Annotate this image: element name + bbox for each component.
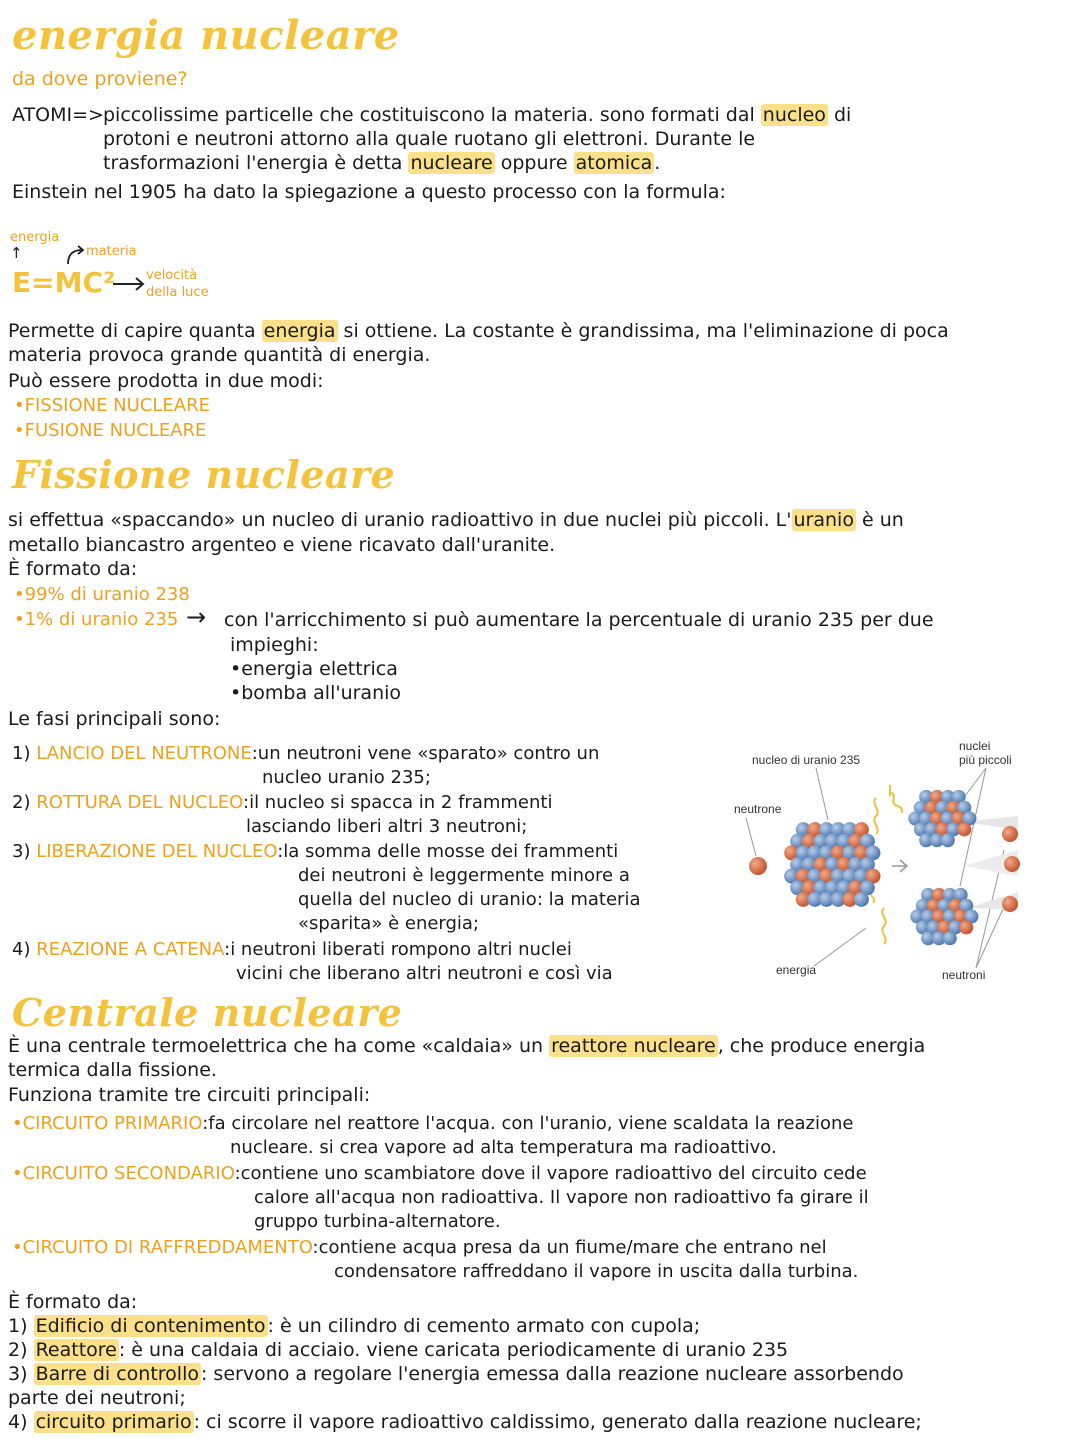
circuito-primario-cont: nucleare. si crea vapore ad alta temperatura ma radioattivo. [230,1137,777,1158]
bullet-238: •99% di uranio 238 [14,584,190,605]
formula-energia-label: energia [10,230,60,245]
permette-line-1: Permette di capire quanta energia si ottiene. La costante è grandissima, ma l'eliminazione di poca [8,320,949,342]
fasi-heading: Le fasi principali sono: [8,708,221,730]
component-4: 4) circuito primario : ci scorre il vapore radioattivo caldissimo, generato dalla reazione nucleare; [8,1411,922,1433]
step-1-cont: nucleo uranio 235; [262,767,431,788]
circuito-secondario-cont-2: gruppo turbina-alternatore. [254,1211,501,1232]
pointer-line [816,768,828,820]
circuito-secondario-cont-1: calore all'acqua non radioattiva. Il vapore non radioattivo fa girare il [254,1187,869,1208]
component-3: 3) Barre di controllo : servono a regolare l'energia emessa dalla reazione nucleare assorbendo [8,1363,904,1385]
energy-wave [874,798,877,834]
permette-line-3: Può essere prodotta in due modi: [8,370,324,392]
incoming-neutron [749,857,767,875]
impiego-bomba: •bomba all'uranio [230,682,402,704]
fig-label-neutroni: neutroni [942,968,986,982]
nucleus-fragment-top [908,790,976,847]
bullet-235-arrow-icon: → [186,603,207,631]
formato-heading: È formato da: [8,1291,138,1313]
centrale-line-2: termica dalla fissione. [8,1059,217,1081]
formula-velocita-label: velocità [146,268,198,283]
fig-label-piu-piccoli: più piccoli [959,753,1012,767]
nucleus-fragment-bottom [910,888,978,945]
circuito-secondario: •CIRCUITO SECONDARIO:contiene uno scambiatore dove il vapore radioattivo del circuito cede [12,1163,867,1184]
step-2: 2) ROTTURA DEL NUCLEO:il nucleo si spacca in 2 frammenti [12,792,553,813]
energy-wave [882,908,885,944]
page-title: energia nucleare [12,12,400,59]
circuito-raffreddamento: •CIRCUITO DI RAFFREDDAMENTO:contiene acqua presa da un fiume/mare che entrano nel [12,1237,827,1258]
pointer-line [746,818,756,856]
atomi-line-2: protoni e neutroni attorno alla quale ruotano gli elettroni. Durante le [103,128,756,150]
highlight-nucleare: nucleare [410,152,493,174]
highlight-energia: energia [263,320,336,342]
subtitle: da dove proviene? [12,68,188,90]
permette-line-2: materia provoca grande quantità di energia. [8,344,431,366]
fig-label-nucleo: nucleo di uranio 235 [752,753,861,767]
formula-luce-label: della luce [146,285,209,300]
centrale-title: Centrale nucleare [12,990,403,1035]
formula-materia-label: materia [86,244,137,259]
fissione-line-2: metallo biancastro argenteo e viene ricavato dall'uranite. [8,534,556,556]
step-4-cont: vicini che liberano altri neutroni e così via [236,963,613,984]
arrow-up-icon: ↑ [10,244,23,262]
component-2: 2) Reattore : è una caldaia di acciaio. viene caricata periodicamente di uranio 235 [8,1339,789,1361]
circuito-raffreddamento-cont: condensatore raffreddano il vapore in uscita dalla turbina. [334,1261,859,1282]
step-3-cont-2: quella del nucleo di uranio: la materia [298,889,641,910]
atomi-label: ATOMI=> [12,104,104,126]
nucleon [943,931,957,945]
step-4: 4) REAZIONE A CATENA:i neutroni liberati rompono altri nuclei [12,939,572,960]
highlight-uranio: uranio [793,509,854,531]
component-3-cont: parte dei neutroni; [8,1387,186,1409]
fig-label-neutrone: neutrone [734,802,782,816]
centrale-line-3: Funziona tramite tre circuiti principali: [8,1084,371,1106]
modo-fusione: •FUSIONE NUCLEARE [14,420,207,441]
nucleon [941,833,955,847]
einstein-line: Einstein nel 1905 ha dato la spiegazione a questo processo con la formula: [12,181,726,203]
process-arrow-icon [892,860,907,872]
outgoing-neutron [1002,896,1018,912]
highlight-atomica: atomica [575,152,653,174]
fissione-line-1: si effettua «spaccando» un nucleo di uranio radioattivo in due nuclei più piccoli. L' uranio è un [8,509,904,531]
energy-wave [885,785,905,814]
arricchimento-line-1: con l'arricchimento si può aumentare la percentuale di uranio 235 per due [224,609,934,631]
step-3: 3) LIBERAZIONE DEL NUCLEO:la somma delle mosse dei frammenti [12,841,619,862]
outgoing-neutron [1004,856,1020,872]
formula-expression: E=MC² [12,266,116,299]
atomi-line-3: trasformazioni l'energia è detta nucleare oppure atomica . [103,152,661,174]
curved-arrow-icon [64,244,88,268]
fig-label-energia: energia [776,963,817,977]
arricchimento-line-2: impieghi: [230,634,319,656]
fission-diagram [728,738,1028,988]
nucleus-uranium-235 [784,822,880,907]
step-2-cont: lasciando liberi altri 3 neutroni; [246,816,528,837]
pointer-line [814,928,866,966]
outgoing-neutron [1002,826,1018,842]
bullet-235: •1% di uranio 235 [14,609,179,630]
modo-fissione: •FISSIONE NUCLEARE [14,395,210,416]
fissione-title: Fissione nucleare [12,452,396,497]
nucleon [854,892,869,907]
step-3-cont-3: «sparita» è energia; [298,913,480,934]
centrale-line-1: È una centrale termoelettrica che ha come «caldaia» un reattore nucleare , che produce energia [8,1035,926,1057]
fig-label-nuclei: nuclei [959,739,991,753]
fissione-line-3: È formato da: [8,558,138,580]
circuito-primario: •CIRCUITO PRIMARIO:fa circolare nel reattore l'acqua. con l'uranio, viene scaldata la reazione [12,1113,854,1134]
highlight-reattore: reattore nucleare [551,1035,716,1057]
impiego-energia: •energia elettrica [230,658,398,680]
step-3-cont-1: dei neutroni è leggermente minore a [298,865,630,886]
atomi-line-1: piccolissime particelle che costituiscono la materia. sono formati dal nucleo di [103,104,852,126]
right-arrow-icon [112,276,146,292]
nucleon [957,822,971,836]
step-1: 1) LANCIO DEL NEUTRONE:un neutroni vene «sparato» contro un [12,743,600,764]
component-1: 1) Edificio di contenimento : è un cilindro di cemento armato con cupola; [8,1315,701,1337]
nucleon [959,920,973,934]
highlight-nucleo: nucleo [762,104,826,126]
